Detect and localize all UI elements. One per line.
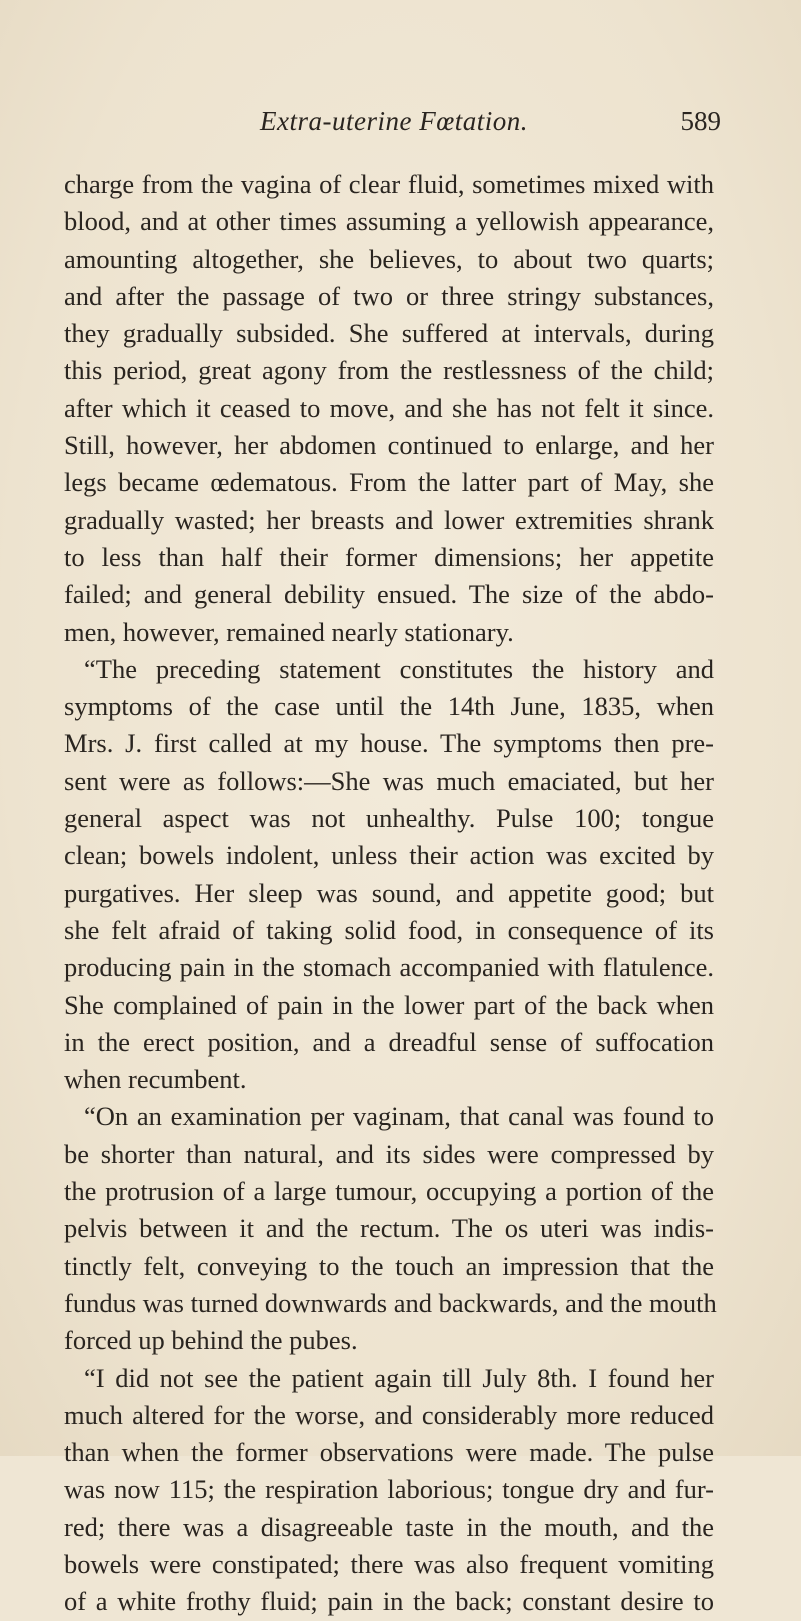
text-line: much altered for the worse, and considerably more reduced (64, 1399, 714, 1430)
text-line: clean; bowels indolent, unless their action was excited by (64, 840, 714, 871)
text-line: of a white frothy fluid; pain in the back; constant desire to (64, 1586, 714, 1617)
text-line: purgatives. Her sleep was sound, and appetite good; but (64, 877, 714, 908)
text-line: was now 115; the respiration laborious; tongue dry and fur- (64, 1474, 714, 1505)
text-line: “The preceding statement constitutes the history and (84, 653, 714, 684)
text-line: legs became œdematous. From the latter part of May, she (64, 467, 714, 498)
text-line: than when the former observations were made. The pulse (64, 1437, 714, 1468)
text-line: general aspect was not unhealthy. Pulse 100; tongue (64, 803, 714, 834)
text-line: they gradually subsided. She suffered at intervals, during (64, 318, 714, 349)
text-line: forced up behind the pubes. (64, 1325, 358, 1356)
text-line: after which it ceased to move, and she has not felt it since. (64, 392, 714, 423)
text-line: she felt afraid of taking solid food, in consequence of its (64, 914, 714, 945)
text-line: blood, and at other times assuming a yellowish appearance, (64, 206, 714, 237)
text-line: gradually wasted; her breasts and lower extremities shrank (64, 504, 714, 535)
body-text (64, 166, 717, 1621)
text-line: to less than half their former dimensions; her appetite (64, 541, 714, 572)
text-line: the protrusion of a large tumour, occupying a portion of the (64, 1176, 714, 1207)
text-line: be shorter than natural, and its sides were compressed by (64, 1138, 714, 1169)
text-line: tinctly felt, conveying to the touch an impression that the (64, 1250, 714, 1281)
text-line: in the erect position, and a dreadful sense of suffocation (64, 1026, 714, 1057)
text-line: when recumbent. (64, 1064, 247, 1095)
text-line: and after the passage of two or three stringy substances, (64, 280, 714, 311)
text-line: fundus was turned downwards and backwards, and the mouth (64, 1287, 717, 1318)
text-line: “I did not see the patient again till July 8th. I found her (84, 1362, 714, 1393)
running-title: Extra-uterine Fœtation. (260, 106, 528, 136)
page-number: 589 (680, 106, 721, 136)
text-line: men, however, remained nearly stationary. (64, 616, 514, 647)
text-line: pelvis between it and the rectum. The os uteri was indis- (64, 1213, 714, 1244)
text-line: amounting altogether, she believes, to about two quarts; (64, 243, 714, 274)
text-line: red; there was a disagreeable taste in the mouth, and the (64, 1511, 714, 1542)
text-line: “On an examination per vaginam, that canal was found to (84, 1101, 714, 1132)
text-line: this period, great agony from the restlessness of the child; (64, 355, 714, 386)
text-line: bowels were constipated; there was also frequent vomiting (64, 1548, 714, 1579)
text-line: failed; and general debility ensued. The size of the abdo- (64, 579, 714, 610)
text-line: charge from the vagina of clear fluid, sometimes mixed with (64, 169, 714, 199)
text-line: She complained of pain in the lower part of the back when (64, 989, 714, 1020)
text-line: sent were as follows:—She was much emaciated, but her (64, 765, 714, 796)
text-line: Mrs. J. first called at my house. The symptoms then pre- (64, 728, 714, 759)
page-header (60, 106, 721, 142)
text-line: Still, however, her abdomen continued to enlarge, and her (64, 430, 714, 461)
text-line: symptoms of the case until the 14th June, 1835, when (64, 691, 714, 722)
text-line: producing pain in the stomach accompanied with flatulence. (64, 952, 714, 983)
